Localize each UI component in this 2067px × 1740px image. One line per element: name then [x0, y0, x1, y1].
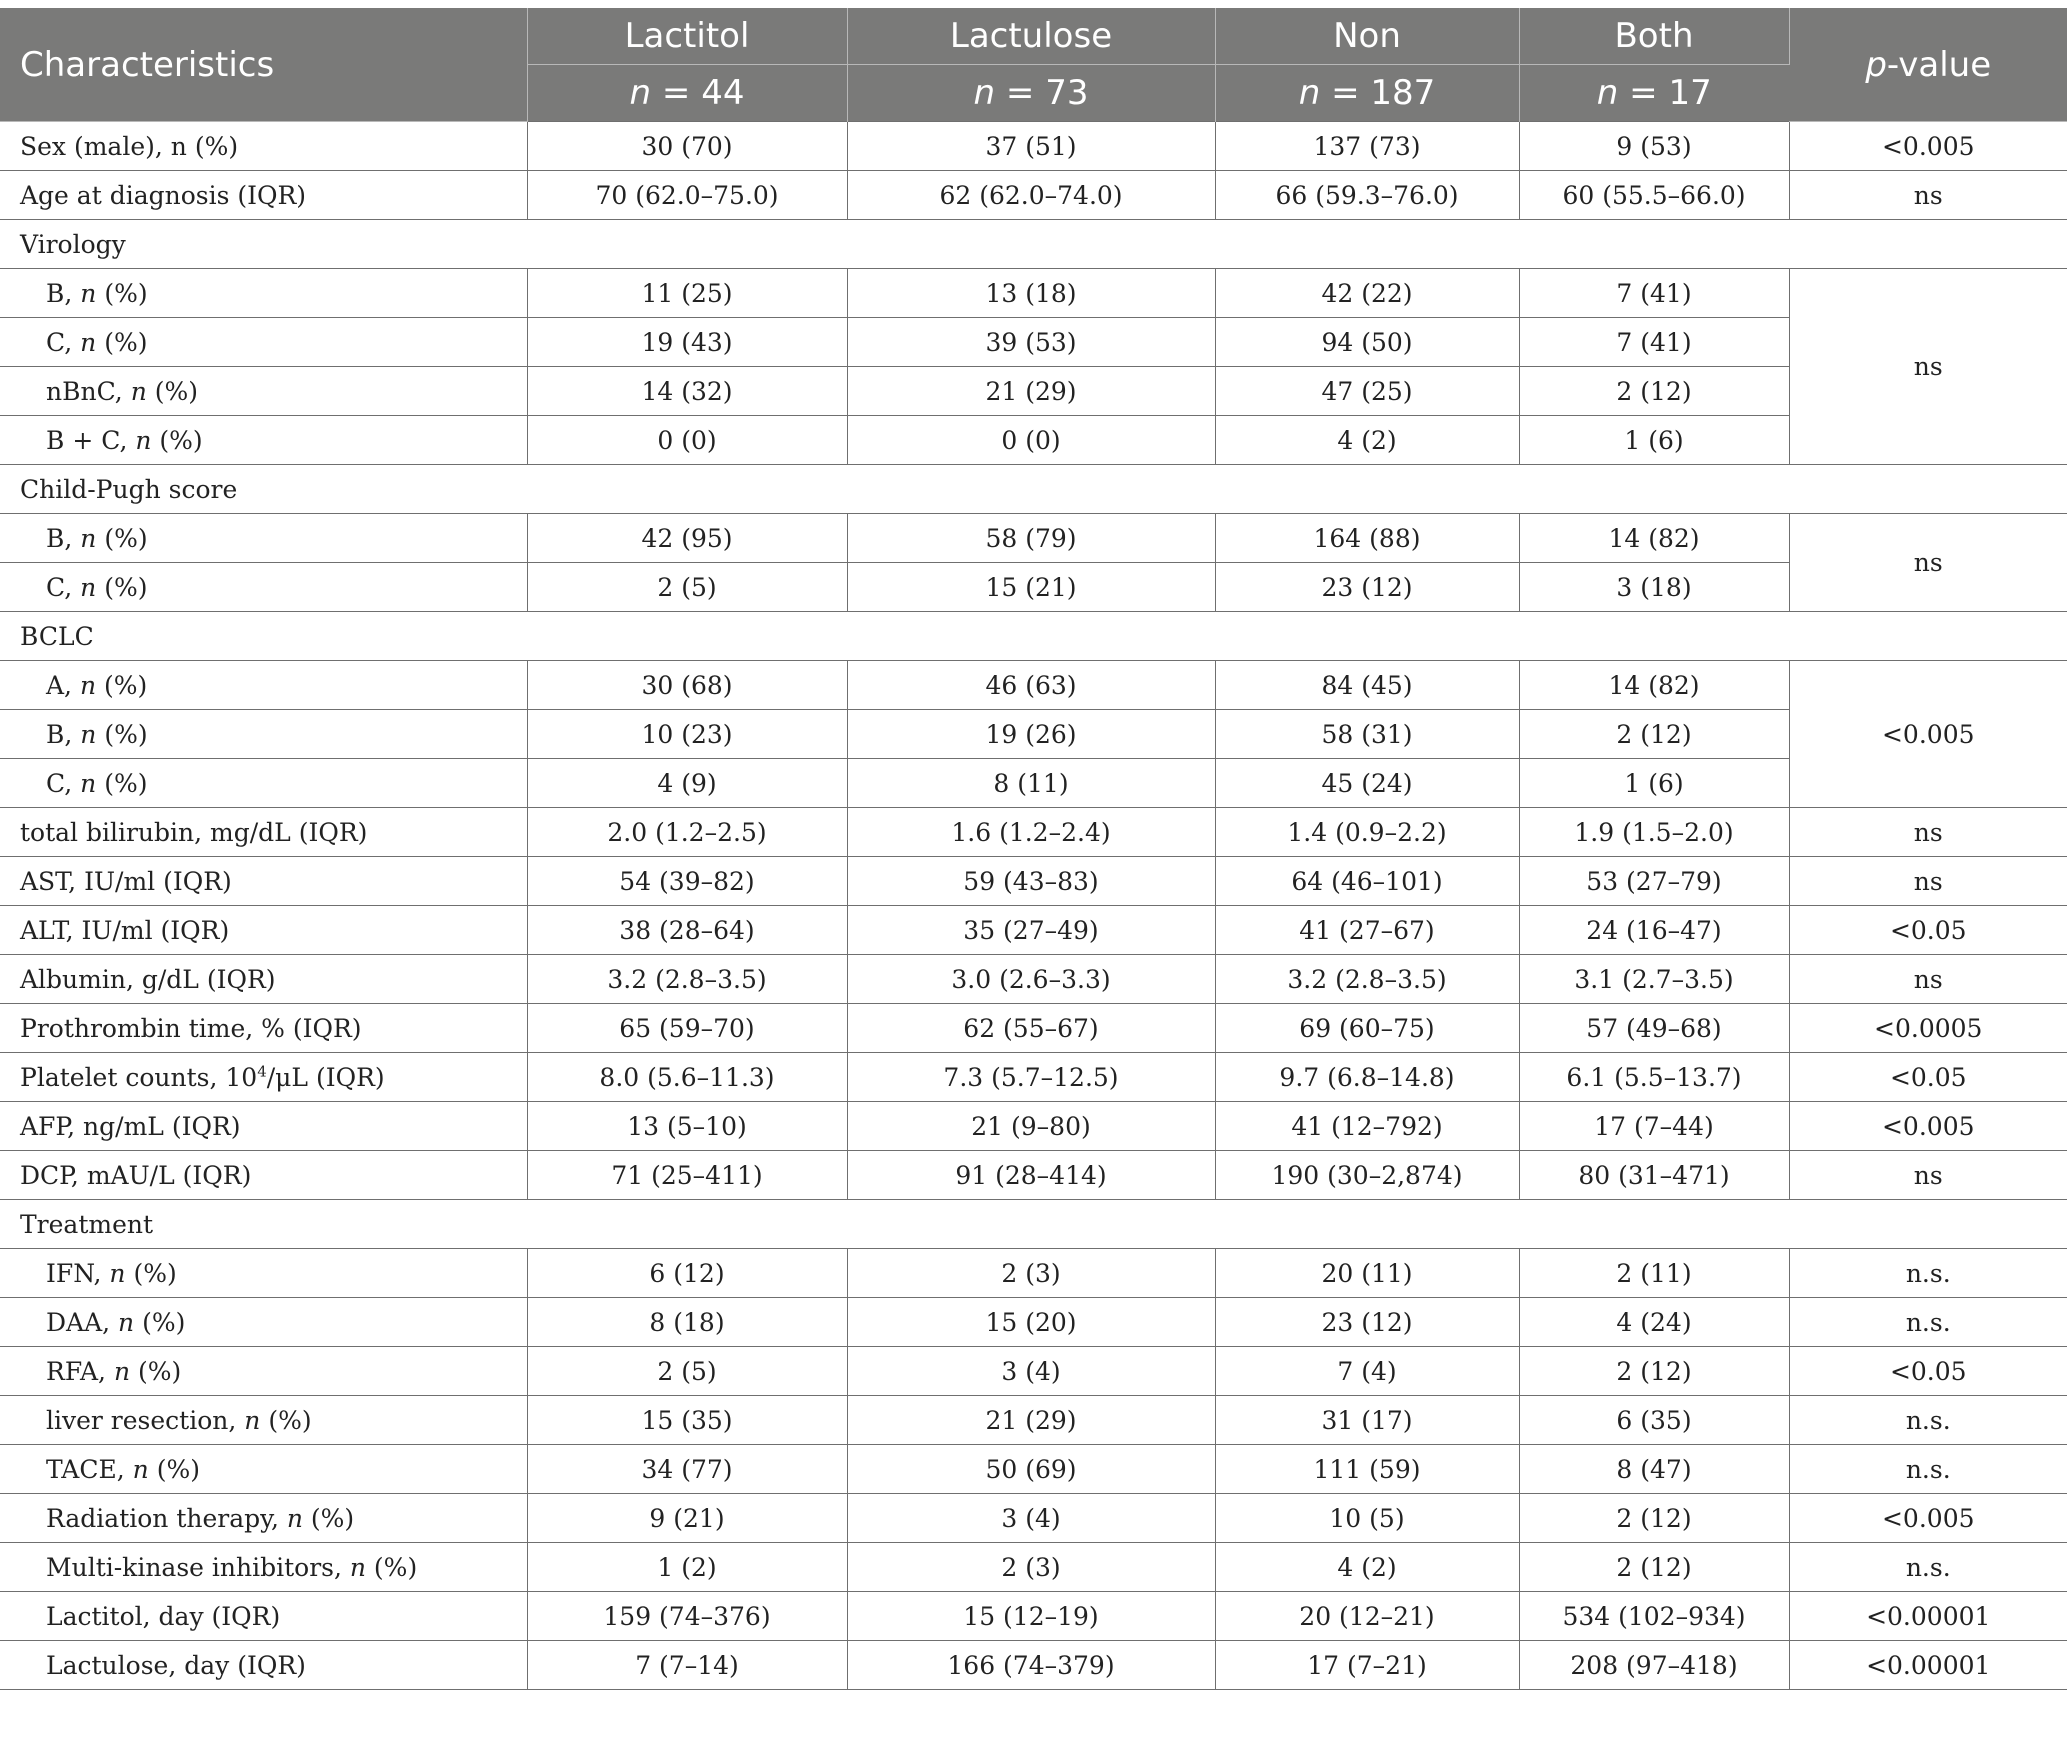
cell-both: 57 (49–68) — [1519, 1004, 1789, 1053]
cell-non: 17 (7–21) — [1215, 1641, 1519, 1690]
cell-pvalue: ns — [1789, 269, 2067, 465]
cell-both: 2 (12) — [1519, 710, 1789, 759]
cell-pvalue: n.s. — [1789, 1543, 2067, 1592]
cell-lactitol: 4 (9) — [527, 759, 847, 808]
cell-both: 80 (31–471) — [1519, 1151, 1789, 1200]
cell-both: 8 (47) — [1519, 1445, 1789, 1494]
cell-lactulose: 37 (51) — [847, 122, 1215, 171]
cell-lactulose: 91 (28–414) — [847, 1151, 1215, 1200]
cell-pvalue: <0.0005 — [1789, 1004, 2067, 1053]
row-label: Multi-kinase inhibitors, n (%) — [0, 1543, 527, 1592]
table-row — [0, 661, 2067, 710]
cell-lactulose: 21 (29) — [847, 1396, 1215, 1445]
section-row — [0, 465, 2067, 514]
table-row — [0, 1396, 2067, 1445]
table-row — [0, 1445, 2067, 1494]
table-row — [0, 1641, 2067, 1690]
cell-lactitol: 3.2 (2.8–3.5) — [527, 955, 847, 1004]
cell-lactulose: 21 (9–80) — [847, 1102, 1215, 1151]
cell-pvalue: <0.005 — [1789, 1494, 2067, 1543]
header-non: Non — [1215, 8, 1519, 65]
cell-both: 24 (16–47) — [1519, 906, 1789, 955]
table-row — [0, 1004, 2067, 1053]
row-label: Lactulose, day (IQR) — [0, 1641, 527, 1690]
header-both: Both — [1519, 8, 1789, 65]
header-n-lactitol: n = 44 — [527, 65, 847, 122]
cell-lactitol: 70 (62.0–75.0) — [527, 171, 847, 220]
cell-both: 7 (41) — [1519, 318, 1789, 367]
cell-both: 1.9 (1.5–2.0) — [1519, 808, 1789, 857]
section-virology: Virology — [0, 220, 2067, 269]
cell-lactulose: 59 (43–83) — [847, 857, 1215, 906]
cell-both: 17 (7–44) — [1519, 1102, 1789, 1151]
cell-lactitol: 15 (35) — [527, 1396, 847, 1445]
row-label: B + C, n (%) — [0, 416, 527, 465]
cell-both: 14 (82) — [1519, 661, 1789, 710]
cell-both: 60 (55.5–66.0) — [1519, 171, 1789, 220]
cell-lactulose: 19 (26) — [847, 710, 1215, 759]
cell-pvalue: n.s. — [1789, 1298, 2067, 1347]
cell-lactulose: 62 (55–67) — [847, 1004, 1215, 1053]
table-row — [0, 1543, 2067, 1592]
table-row — [0, 906, 2067, 955]
cell-lactitol: 10 (23) — [527, 710, 847, 759]
row-label: DAA, n (%) — [0, 1298, 527, 1347]
cell-pvalue: n.s. — [1789, 1249, 2067, 1298]
row-label: ALT, IU/ml (IQR) — [0, 906, 527, 955]
cell-pvalue: <0.005 — [1789, 1102, 2067, 1151]
row-label: B, n (%) — [0, 710, 527, 759]
table-row — [0, 1102, 2067, 1151]
row-label: Age at diagnosis (IQR) — [0, 171, 527, 220]
cell-both: 7 (41) — [1519, 269, 1789, 318]
cell-lactitol: 2 (5) — [527, 1347, 847, 1396]
cell-non: 45 (24) — [1215, 759, 1519, 808]
cell-lactitol: 30 (70) — [527, 122, 847, 171]
cell-pvalue: <0.005 — [1789, 661, 2067, 808]
cell-lactitol: 71 (25–411) — [527, 1151, 847, 1200]
cell-non: 94 (50) — [1215, 318, 1519, 367]
row-label: Prothrombin time, % (IQR) — [0, 1004, 527, 1053]
table-row — [0, 710, 2067, 759]
table-row — [0, 318, 2067, 367]
cell-both: 3.1 (2.7–3.5) — [1519, 955, 1789, 1004]
row-label: B, n (%) — [0, 514, 527, 563]
section-treatment: Treatment — [0, 1200, 2067, 1249]
table-row — [0, 759, 2067, 808]
cell-both: 534 (102–934) — [1519, 1592, 1789, 1641]
cell-non: 137 (73) — [1215, 122, 1519, 171]
characteristics-table — [0, 8, 2067, 1690]
cell-lactitol: 34 (77) — [527, 1445, 847, 1494]
cell-pvalue: <0.05 — [1789, 1053, 2067, 1102]
cell-lactitol: 30 (68) — [527, 661, 847, 710]
row-label: B, n (%) — [0, 269, 527, 318]
cell-lactulose: 39 (53) — [847, 318, 1215, 367]
section-row — [0, 1200, 2067, 1249]
cell-pvalue: n.s. — [1789, 1445, 2067, 1494]
cell-non: 7 (4) — [1215, 1347, 1519, 1396]
cell-lactitol: 159 (74–376) — [527, 1592, 847, 1641]
table-row — [0, 1053, 2067, 1102]
cell-both: 2 (12) — [1519, 1347, 1789, 1396]
cell-both: 3 (18) — [1519, 563, 1789, 612]
cell-both: 9 (53) — [1519, 122, 1789, 171]
cell-lactitol: 9 (21) — [527, 1494, 847, 1543]
table-row — [0, 416, 2067, 465]
header-n-both: n = 17 — [1519, 65, 1789, 122]
header-lactulose: Lactulose — [847, 8, 1215, 65]
header-n-lactulose: n = 73 — [847, 65, 1215, 122]
table-row — [0, 1298, 2067, 1347]
cell-lactulose: 58 (79) — [847, 514, 1215, 563]
row-label: Platelet counts, $10^4/\mu L$ (IQR) — [0, 1053, 527, 1102]
row-label: RFA, n (%) — [0, 1347, 527, 1396]
cell-non: 4 (2) — [1215, 1543, 1519, 1592]
row-label: total bilirubin, mg/dL (IQR) — [0, 808, 527, 857]
cell-lactitol: 8.0 (5.6–11.3) — [527, 1053, 847, 1102]
cell-lactulose: 13 (18) — [847, 269, 1215, 318]
cell-both: 6.1 (5.5–13.7) — [1519, 1053, 1789, 1102]
table-row — [0, 955, 2067, 1004]
row-label: AFP, ng/mL (IQR) — [0, 1102, 527, 1151]
header-lactitol: Lactitol — [527, 8, 847, 65]
row-label: Sex (male), n (%) — [0, 122, 527, 171]
cell-lactitol: 0 (0) — [527, 416, 847, 465]
cell-lactulose: 3 (4) — [847, 1347, 1215, 1396]
cell-lactitol: 13 (5–10) — [527, 1102, 847, 1151]
cell-non: 23 (12) — [1215, 563, 1519, 612]
table-row — [0, 1151, 2067, 1200]
cell-lactitol: 54 (39–82) — [527, 857, 847, 906]
cell-lactitol: 11 (25) — [527, 269, 847, 318]
section-bclc: BCLC — [0, 612, 2067, 661]
cell-pvalue: <0.00001 — [1789, 1592, 2067, 1641]
header-characteristics: Characteristics — [0, 8, 527, 122]
row-label: C, n (%) — [0, 318, 527, 367]
cell-both: 2 (12) — [1519, 1543, 1789, 1592]
header-n-non: n = 187 — [1215, 65, 1519, 122]
cell-non: 69 (60–75) — [1215, 1004, 1519, 1053]
cell-both: 6 (35) — [1519, 1396, 1789, 1445]
cell-non: 190 (30–2,874) — [1215, 1151, 1519, 1200]
cell-lactitol: 19 (43) — [527, 318, 847, 367]
cell-lactulose: 166 (74–379) — [847, 1641, 1215, 1690]
cell-non: 9.7 (6.8–14.8) — [1215, 1053, 1519, 1102]
cell-non: 64 (46–101) — [1215, 857, 1519, 906]
row-label: liver resection, n (%) — [0, 1396, 527, 1445]
table-row — [0, 1592, 2067, 1641]
table-row — [0, 1494, 2067, 1543]
cell-non: 20 (11) — [1215, 1249, 1519, 1298]
row-label: DCP, mAU/L (IQR) — [0, 1151, 527, 1200]
section-child-pugh: Child-Pugh score — [0, 465, 2067, 514]
row-label: Radiation therapy, n (%) — [0, 1494, 527, 1543]
cell-both: 2 (11) — [1519, 1249, 1789, 1298]
cell-lactulose: 15 (20) — [847, 1298, 1215, 1347]
cell-non: 66 (59.3–76.0) — [1215, 171, 1519, 220]
row-label: nBnC, n (%) — [0, 367, 527, 416]
table-row — [0, 269, 2067, 318]
row-label: Lactitol, day (IQR) — [0, 1592, 527, 1641]
row-label: IFN, n (%) — [0, 1249, 527, 1298]
cell-pvalue: <0.00001 — [1789, 1641, 2067, 1690]
cell-pvalue: n.s. — [1789, 1396, 2067, 1445]
cell-both: 1 (6) — [1519, 759, 1789, 808]
cell-lactitol: 7 (7–14) — [527, 1641, 847, 1690]
cell-lactitol: 42 (95) — [527, 514, 847, 563]
cell-lactulose: 15 (12–19) — [847, 1592, 1215, 1641]
cell-lactitol: 6 (12) — [527, 1249, 847, 1298]
cell-lactulose: 15 (21) — [847, 563, 1215, 612]
cell-non: 84 (45) — [1215, 661, 1519, 710]
table-row — [0, 1249, 2067, 1298]
cell-lactitol: 2 (5) — [527, 563, 847, 612]
cell-non: 10 (5) — [1215, 1494, 1519, 1543]
cell-pvalue: <0.05 — [1789, 1347, 2067, 1396]
cell-pvalue: <0.005 — [1789, 122, 2067, 171]
cell-lactulose: 2 (3) — [847, 1249, 1215, 1298]
cell-non: 58 (31) — [1215, 710, 1519, 759]
cell-lactitol: 14 (32) — [527, 367, 847, 416]
cell-lactulose: 1.6 (1.2–2.4) — [847, 808, 1215, 857]
cell-pvalue: ns — [1789, 514, 2067, 612]
cell-lactitol: 8 (18) — [527, 1298, 847, 1347]
cell-pvalue: <0.05 — [1789, 906, 2067, 955]
cell-lactulose: 7.3 (5.7–12.5) — [847, 1053, 1215, 1102]
cell-both: 53 (27–79) — [1519, 857, 1789, 906]
cell-lactitol: 1 (2) — [527, 1543, 847, 1592]
cell-lactulose: 50 (69) — [847, 1445, 1215, 1494]
row-label: A, n (%) — [0, 661, 527, 710]
cell-non: 42 (22) — [1215, 269, 1519, 318]
cell-non: 47 (25) — [1215, 367, 1519, 416]
cell-pvalue: ns — [1789, 955, 2067, 1004]
table-row — [0, 367, 2067, 416]
row-label: C, n (%) — [0, 563, 527, 612]
cell-pvalue: ns — [1789, 1151, 2067, 1200]
row-label: C, n (%) — [0, 759, 527, 808]
cell-non: 111 (59) — [1215, 1445, 1519, 1494]
cell-non: 31 (17) — [1215, 1396, 1519, 1445]
cell-non: 41 (27–67) — [1215, 906, 1519, 955]
cell-both: 4 (24) — [1519, 1298, 1789, 1347]
cell-non: 164 (88) — [1215, 514, 1519, 563]
table-row — [0, 563, 2067, 612]
cell-non: 41 (12–792) — [1215, 1102, 1519, 1151]
row-label: Albumin, g/dL (IQR) — [0, 955, 527, 1004]
cell-lactitol: 38 (28–64) — [527, 906, 847, 955]
cell-pvalue: ns — [1789, 808, 2067, 857]
cell-lactulose: 21 (29) — [847, 367, 1215, 416]
cell-both: 2 (12) — [1519, 367, 1789, 416]
table-row — [0, 1347, 2067, 1396]
header-pvalue: p-value — [1789, 8, 2067, 122]
cell-lactulose: 0 (0) — [847, 416, 1215, 465]
cell-lactulose: 35 (27–49) — [847, 906, 1215, 955]
section-row — [0, 220, 2067, 269]
cell-non: 4 (2) — [1215, 416, 1519, 465]
cell-lactulose: 3.0 (2.6–3.3) — [847, 955, 1215, 1004]
cell-both: 208 (97–418) — [1519, 1641, 1789, 1690]
cell-lactitol: 65 (59–70) — [527, 1004, 847, 1053]
table-row — [0, 857, 2067, 906]
cell-non: 3.2 (2.8–3.5) — [1215, 955, 1519, 1004]
cell-lactulose: 8 (11) — [847, 759, 1215, 808]
section-row — [0, 612, 2067, 661]
row-label: AST, IU/ml (IQR) — [0, 857, 527, 906]
cell-both: 1 (6) — [1519, 416, 1789, 465]
cell-both: 2 (12) — [1519, 1494, 1789, 1543]
table-row — [0, 122, 2067, 171]
cell-non: 1.4 (0.9–2.2) — [1215, 808, 1519, 857]
cell-both: 14 (82) — [1519, 514, 1789, 563]
table-row — [0, 171, 2067, 220]
row-label: TACE, n (%) — [0, 1445, 527, 1494]
cell-pvalue: ns — [1789, 857, 2067, 906]
cell-lactulose: 62 (62.0–74.0) — [847, 171, 1215, 220]
cell-pvalue: ns — [1789, 171, 2067, 220]
cell-lactulose: 3 (4) — [847, 1494, 1215, 1543]
table-row — [0, 808, 2067, 857]
cell-lactitol: 2.0 (1.2–2.5) — [527, 808, 847, 857]
cell-non: 23 (12) — [1215, 1298, 1519, 1347]
cell-lactulose: 46 (63) — [847, 661, 1215, 710]
cell-non: 20 (12–21) — [1215, 1592, 1519, 1641]
table-row — [0, 514, 2067, 563]
cell-lactulose: 2 (3) — [847, 1543, 1215, 1592]
